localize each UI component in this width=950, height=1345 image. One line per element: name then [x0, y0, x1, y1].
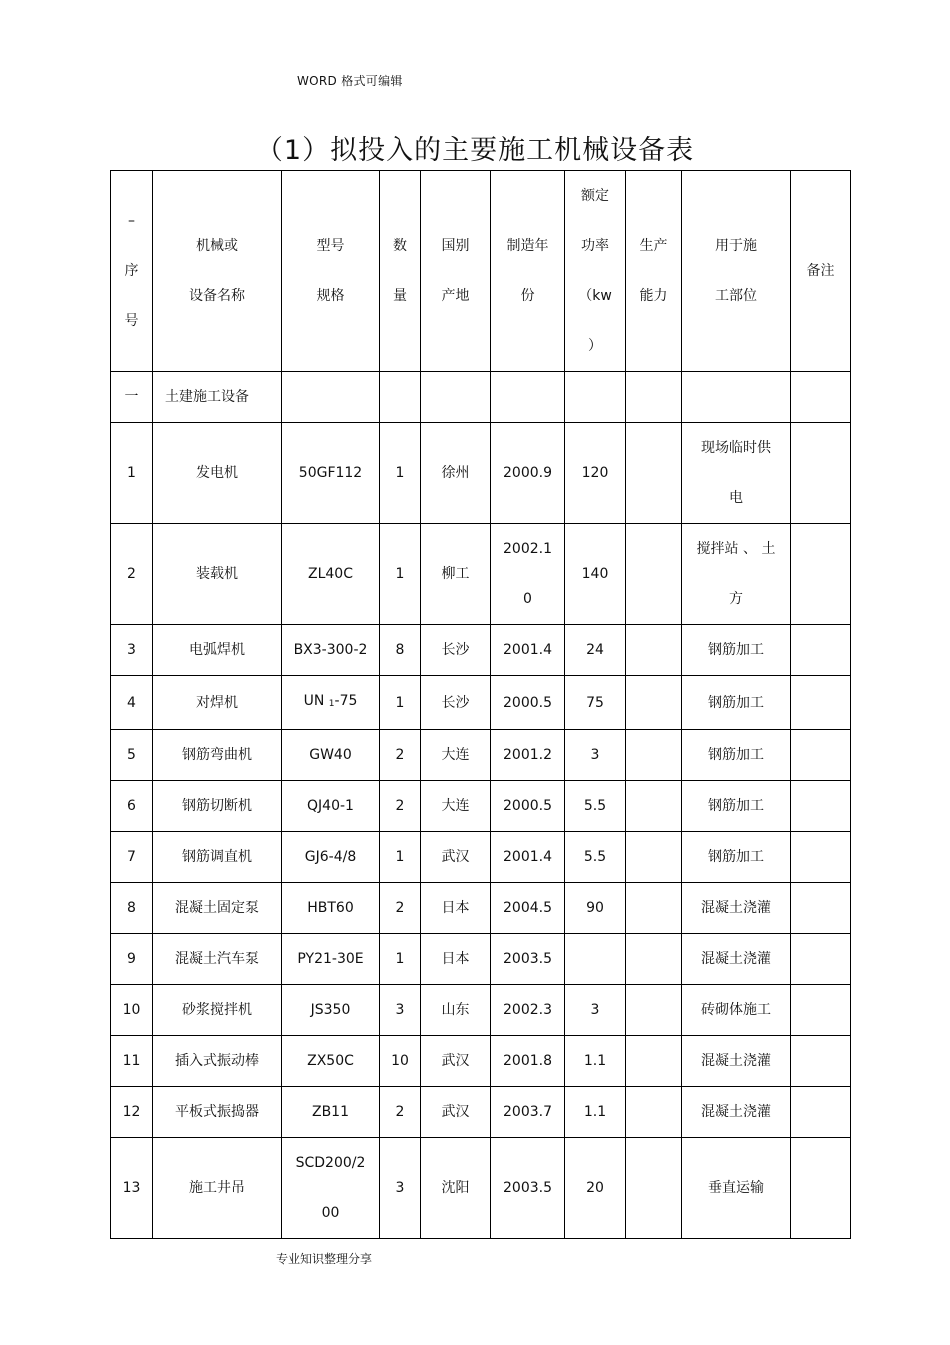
header-qty — [380, 171, 421, 372]
cell-line: 0 — [523, 591, 532, 607]
cell-name: 装载机 — [153, 524, 282, 625]
header-line: 产地 — [441, 288, 470, 304]
cell-no: 8 — [111, 883, 153, 934]
cell-usage — [682, 676, 791, 730]
cell-model — [282, 423, 380, 524]
cell-line: QJ40-1 — [307, 798, 354, 814]
cell-line: 2000.5 — [503, 798, 552, 814]
cell-model — [282, 1087, 380, 1138]
cell-capacity — [626, 524, 682, 625]
table-row — [111, 934, 851, 985]
cell-usage — [682, 934, 791, 985]
cell-capacity — [626, 625, 682, 676]
cell-line: 2000.5 — [503, 694, 552, 711]
cell-year — [491, 934, 565, 985]
header-model — [282, 171, 380, 372]
cell-origin: 日本 — [421, 883, 491, 934]
cell-capacity — [626, 934, 682, 985]
cell-model — [282, 676, 380, 730]
cell-power: 20 — [565, 1138, 626, 1239]
cell-name: 钢筋切断机 — [153, 781, 282, 832]
cell-no: 9 — [111, 934, 153, 985]
cell-year — [491, 1087, 565, 1138]
cell-line: 混凝土浇灌 — [701, 951, 771, 967]
cell-model — [282, 1036, 380, 1087]
cell-name: 平板式振捣器 — [153, 1087, 282, 1138]
cell-note — [791, 524, 851, 625]
cell-year — [491, 676, 565, 730]
cell-capacity — [626, 985, 682, 1036]
cell-origin: 沈阳 — [421, 1138, 491, 1239]
cell-capacity — [626, 1087, 682, 1138]
cell-capacity — [626, 676, 682, 730]
table-row — [111, 883, 851, 934]
header-name — [153, 171, 282, 372]
equipment-table — [110, 170, 851, 1239]
cell-line: GW40 — [309, 747, 352, 763]
table-cell — [682, 372, 791, 423]
cell-name: 钢筋弯曲机 — [153, 730, 282, 781]
cell-year — [491, 1036, 565, 1087]
cell-power: 90 — [565, 883, 626, 934]
header-line: – — [128, 213, 135, 229]
page-footer: 专业知识整理分享 — [276, 1252, 373, 1266]
cell-capacity — [626, 1036, 682, 1087]
cell-line: ZL40C — [308, 566, 353, 582]
cell-line: SCD200/2 — [295, 1155, 366, 1171]
cell-model — [282, 934, 380, 985]
cell-qty: 2 — [380, 781, 421, 832]
cell-no: 5 — [111, 730, 153, 781]
cell-note — [791, 985, 851, 1036]
cell-model — [282, 730, 380, 781]
table-cell — [421, 372, 491, 423]
cell-usage — [682, 730, 791, 781]
cell-model — [282, 524, 380, 625]
cell-year — [491, 423, 565, 524]
cell-usage — [682, 423, 791, 524]
cell-qty: 1 — [380, 934, 421, 985]
cell-line: 搅拌站 、 土 — [696, 541, 776, 557]
cell-origin: 长沙 — [421, 625, 491, 676]
cell-year — [491, 1138, 565, 1239]
cell-year — [491, 524, 565, 625]
table-cell — [491, 372, 565, 423]
cell-qty: 1 — [380, 832, 421, 883]
header-line: 制造年 — [506, 238, 549, 254]
cell-year — [491, 832, 565, 883]
header-seq — [111, 171, 153, 372]
cell-usage — [682, 832, 791, 883]
section-row — [111, 372, 851, 423]
cell-line: 2003.7 — [503, 1104, 552, 1120]
header-line: 功率 — [581, 238, 609, 254]
cell-year — [491, 883, 565, 934]
cell-line: 2002.3 — [503, 1002, 552, 1018]
cell-name: 对焊机 — [153, 676, 282, 730]
cell-line: 钢筋加工 — [708, 849, 764, 865]
table-row — [111, 832, 851, 883]
header-line: 工部位 — [715, 288, 757, 304]
cell-line: BX3-300-2 — [293, 642, 368, 658]
model-text: -75 — [334, 693, 358, 709]
cell-year — [491, 625, 565, 676]
cell-no: 7 — [111, 832, 153, 883]
cell-power: 1.1 — [565, 1087, 626, 1138]
cell-qty: 1 — [380, 423, 421, 524]
cell-no: 2 — [111, 524, 153, 625]
cell-no: 13 — [111, 1138, 153, 1239]
cell-capacity — [626, 781, 682, 832]
header-line: （kw — [578, 288, 612, 304]
header-line: 设备名称 — [189, 288, 245, 304]
cell-line: 2003.5 — [503, 951, 552, 967]
cell-power: 24 — [565, 625, 626, 676]
header-power — [565, 171, 626, 372]
cell-origin: 大连 — [421, 730, 491, 781]
cell-usage — [682, 1087, 791, 1138]
cell-line: 2001.2 — [503, 747, 552, 763]
cell-power: 140 — [565, 524, 626, 625]
table-cell — [380, 372, 421, 423]
table-row — [111, 1138, 851, 1239]
cell-name: 发电机 — [153, 423, 282, 524]
header-line: 机械或 — [196, 238, 238, 254]
cell-name: 施工井吊 — [153, 1138, 282, 1239]
cell-origin: 徐州 — [421, 423, 491, 524]
cell-model — [282, 883, 380, 934]
cell-year — [491, 730, 565, 781]
table-cell — [565, 372, 626, 423]
cell-line: JS350 — [310, 1002, 351, 1018]
cell-note — [791, 1138, 851, 1239]
table-row — [111, 730, 851, 781]
page-header: WORD 格式可编辑 — [297, 74, 403, 88]
cell-note — [791, 934, 851, 985]
cell-year — [491, 781, 565, 832]
table-row — [111, 781, 851, 832]
table-row — [111, 524, 851, 625]
model-text: UN — [303, 693, 325, 709]
cell-line: ZB11 — [311, 1104, 349, 1120]
cell-name: 砂浆搅拌机 — [153, 985, 282, 1036]
table-row — [111, 423, 851, 524]
cell-line: 钢筋加工 — [708, 642, 764, 658]
cell-origin: 武汉 — [421, 1087, 491, 1138]
cell-usage — [682, 781, 791, 832]
cell-origin: 长沙 — [421, 676, 491, 730]
cell-origin: 武汉 — [421, 1036, 491, 1087]
cell-line: ZX50C — [307, 1053, 354, 1069]
equipment-rows — [111, 423, 851, 1239]
cell-note — [791, 883, 851, 934]
cell-model — [282, 1138, 380, 1239]
cell-qty: 1 — [380, 524, 421, 625]
cell-note — [791, 730, 851, 781]
table-row — [111, 1036, 851, 1087]
header-line: 份 — [520, 288, 535, 304]
cell-capacity — [626, 423, 682, 524]
header-line: 额定 — [581, 188, 609, 204]
cell-model — [282, 832, 380, 883]
cell-usage — [682, 985, 791, 1036]
cell-power: 5.5 — [565, 832, 626, 883]
cell-name: 插入式振动棒 — [153, 1036, 282, 1087]
cell-note — [791, 625, 851, 676]
cell-line: 混凝土浇灌 — [701, 900, 771, 916]
document-title: （1）拟投入的主要施工机械设备表 — [255, 135, 695, 166]
header-origin — [421, 171, 491, 372]
cell-model — [282, 781, 380, 832]
model-subscript: 1 — [328, 699, 335, 709]
cell-name: 混凝土固定泵 — [153, 883, 282, 934]
cell-no: 12 — [111, 1087, 153, 1138]
header-line: 能力 — [639, 288, 668, 304]
cell-no: 10 — [111, 985, 153, 1036]
cell-power: 5.5 — [565, 781, 626, 832]
cell-qty: 10 — [380, 1036, 421, 1087]
cell-origin: 山东 — [421, 985, 491, 1036]
table-row — [111, 1087, 851, 1138]
cell-capacity — [626, 1138, 682, 1239]
cell-model — [282, 625, 380, 676]
cell-line: 方 — [729, 591, 743, 607]
header-line: 量 — [393, 288, 407, 304]
cell-qty: 2 — [380, 1087, 421, 1138]
cell-name: 混凝土汽车泵 — [153, 934, 282, 985]
cell-qty: 1 — [380, 676, 421, 730]
cell-origin: 柳工 — [421, 524, 491, 625]
table-cell — [282, 372, 380, 423]
cell-origin: 日本 — [421, 934, 491, 985]
cell-model — [282, 985, 380, 1036]
cell-note — [791, 676, 851, 730]
cell-note — [791, 1036, 851, 1087]
cell-no: 6 — [111, 781, 153, 832]
cell-power: 3 — [565, 985, 626, 1036]
cell-qty: 2 — [380, 730, 421, 781]
table-cell — [791, 372, 851, 423]
cell-power: 3 — [565, 730, 626, 781]
cell-qty: 2 — [380, 883, 421, 934]
cell-qty: 3 — [380, 985, 421, 1036]
cell-note — [791, 423, 851, 524]
header-capacity — [626, 171, 682, 372]
cell-capacity — [626, 832, 682, 883]
header-line: 生产 — [639, 238, 668, 254]
cell-note — [791, 832, 851, 883]
header-line: 数 — [393, 238, 407, 254]
cell-capacity — [626, 883, 682, 934]
cell-origin: 大连 — [421, 781, 491, 832]
cell-line: PY21-30E — [297, 951, 364, 967]
cell-line: 现场临时供 — [701, 440, 771, 456]
cell-line: 2004.5 — [503, 900, 552, 916]
cell-power: 75 — [565, 676, 626, 730]
header-line: 序 — [124, 263, 139, 279]
cell-note — [791, 1087, 851, 1138]
header-line: 备注 — [806, 263, 835, 279]
cell-usage — [682, 1036, 791, 1087]
header-note — [791, 171, 851, 372]
cell-line: 2001.8 — [503, 1053, 552, 1069]
table-cell — [626, 372, 682, 423]
cell-name: 钢筋调直机 — [153, 832, 282, 883]
cell-line: 00 — [321, 1205, 340, 1221]
cell-no: 11 — [111, 1036, 153, 1087]
table-row — [111, 676, 851, 730]
cell-no: 3 — [111, 625, 153, 676]
cell-capacity — [626, 730, 682, 781]
cell-line: 2001.4 — [503, 849, 552, 865]
cell-qty: 8 — [380, 625, 421, 676]
cell-usage — [682, 524, 791, 625]
cell-line: 垂直运输 — [708, 1180, 764, 1196]
cell-no: 1 — [111, 423, 153, 524]
cell-line: HBT60 — [307, 900, 354, 916]
header-line: 号 — [124, 313, 139, 329]
header-line: 型号 — [316, 238, 345, 254]
table-row — [111, 625, 851, 676]
section-label: 土建施工设备 — [153, 372, 282, 423]
cell-line: 钢筋加工 — [708, 694, 764, 711]
cell-year — [491, 985, 565, 1036]
header-line: 国别 — [441, 238, 470, 254]
cell-no: 4 — [111, 676, 153, 730]
cell-line: 钢筋加工 — [708, 747, 764, 763]
cell-power: 120 — [565, 423, 626, 524]
cell-line: 混凝土浇灌 — [701, 1104, 771, 1120]
cell-usage — [682, 883, 791, 934]
cell-line: 混凝土浇灌 — [701, 1053, 771, 1069]
cell-qty: 3 — [380, 1138, 421, 1239]
section-index: 一 — [111, 372, 153, 423]
cell-line: GJ6-4/8 — [304, 849, 357, 865]
header-year — [491, 171, 565, 372]
cell-usage — [682, 625, 791, 676]
cell-line: 50GF112 — [298, 465, 363, 481]
cell-line: 2000.9 — [503, 465, 552, 481]
table-row — [111, 985, 851, 1036]
cell-power — [565, 934, 626, 985]
header-line: 规格 — [316, 288, 345, 304]
cell-origin: 武汉 — [421, 832, 491, 883]
header-line: 用于施 — [715, 238, 757, 254]
cell-line: 2001.4 — [503, 642, 552, 658]
cell-power: 1.1 — [565, 1036, 626, 1087]
header-usage — [682, 171, 791, 372]
cell-name: 电弧焊机 — [153, 625, 282, 676]
cell-usage — [682, 1138, 791, 1239]
cell-line: 电 — [729, 490, 743, 506]
header-row — [111, 171, 851, 372]
cell-line: 2003.5 — [503, 1180, 552, 1196]
header-line: ） — [588, 338, 602, 354]
cell-line: 砖砌体施工 — [701, 1002, 771, 1018]
cell-line: 钢筋加工 — [708, 798, 764, 814]
cell-line: 2002.1 — [503, 541, 552, 557]
cell-note — [791, 781, 851, 832]
